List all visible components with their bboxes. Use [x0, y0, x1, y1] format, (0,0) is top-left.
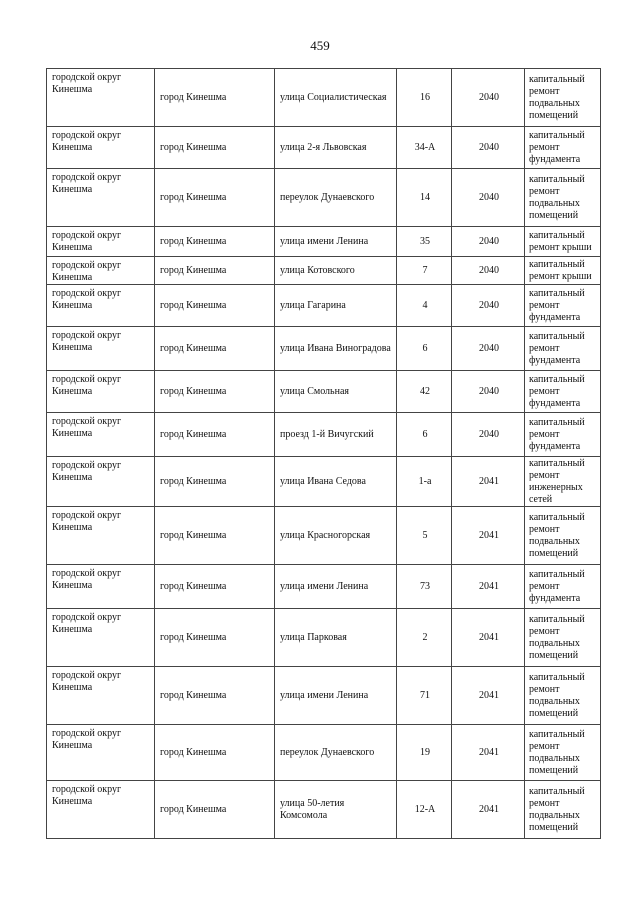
municipal-district-cell: [47, 507, 155, 565]
table-row: [47, 667, 601, 725]
city-cell-text: город Кинешма: [160, 299, 227, 311]
city-cell: [155, 413, 275, 457]
municipal-district-cell-text: городской округ Кинешма: [52, 784, 122, 807]
table-row: [47, 413, 601, 457]
house-number-cell: [397, 285, 452, 327]
city-cell: [155, 781, 275, 839]
house-number-cell: [397, 327, 452, 371]
municipal-district-cell-text: городской округ Кинешма: [52, 728, 122, 751]
municipal-district-cell-text: городской округ Кинешма: [52, 172, 122, 195]
year-cell-text: 2040: [479, 264, 499, 276]
street-cell-text: улица 2-я Львовская: [280, 141, 367, 153]
registry-table: [46, 68, 601, 839]
work-type-cell: [525, 127, 601, 169]
table-row: [47, 327, 601, 371]
municipal-district-cell: [47, 371, 155, 413]
city-cell-text: город Кинешма: [160, 580, 227, 592]
year-cell-text: 2041: [479, 746, 499, 758]
municipal-district-cell: [47, 667, 155, 725]
street-cell-text: улица имени Ленина: [280, 689, 369, 701]
municipal-district-cell-text: городской округ Кинешма: [52, 130, 122, 153]
municipal-district-cell-text: городской округ Кинешма: [52, 260, 122, 283]
year-cell: [452, 413, 525, 457]
year-cell-text: 2040: [479, 191, 499, 203]
year-cell: [452, 285, 525, 327]
house-number-cell: [397, 413, 452, 457]
municipal-district-cell-text: городской округ Кинешма: [52, 72, 122, 95]
municipal-district-cell: [47, 565, 155, 609]
work-type-cell-text: капитальный ремонт фундамента: [529, 373, 585, 409]
municipal-district-cell-text: городской округ Кинешма: [52, 510, 122, 533]
work-type-cell-text: капитальный ремонт подвальных помещений: [529, 511, 585, 559]
municipal-district-cell: [47, 169, 155, 227]
street-cell-text: улица Ивана Виноградова: [280, 342, 391, 354]
year-cell-text: 2040: [479, 141, 499, 153]
work-type-cell-text: капитальный ремонт фундамента: [529, 129, 585, 165]
city-cell: [155, 285, 275, 327]
table-row: [47, 371, 601, 413]
work-type-cell: [525, 725, 601, 781]
work-type-cell: [525, 413, 601, 457]
street-cell: [275, 507, 397, 565]
house-number-cell-text: 34-А: [414, 141, 436, 153]
city-cell: [155, 725, 275, 781]
street-cell-text: улица 50-летия Комсомола: [280, 797, 345, 821]
year-cell-text: 2040: [479, 385, 499, 397]
street-cell: [275, 285, 397, 327]
municipal-district-cell: [47, 69, 155, 127]
street-cell: [275, 227, 397, 257]
work-type-cell: [525, 227, 601, 257]
city-cell-text: город Кинешма: [160, 475, 227, 487]
work-type-cell-text: капитальный ремонт подвальных помещений: [529, 728, 585, 776]
municipal-district-cell: [47, 127, 155, 169]
house-number-cell: [397, 227, 452, 257]
municipal-district-cell-text: городской округ Кинешма: [52, 330, 122, 353]
year-cell: [452, 257, 525, 285]
year-cell-text: 2040: [479, 342, 499, 354]
work-type-cell-text: капитальный ремонт фундамента: [529, 330, 585, 366]
house-number-cell-text: 35: [420, 235, 430, 247]
year-cell: [452, 327, 525, 371]
municipal-district-cell-text: городской округ Кинешма: [52, 416, 122, 439]
work-type-cell: [525, 781, 601, 839]
municipal-district-cell: [47, 285, 155, 327]
city-cell: [155, 69, 275, 127]
year-cell: [452, 565, 525, 609]
house-number-cell-text: 19: [420, 746, 430, 758]
work-type-cell: [525, 565, 601, 609]
street-cell-text: проезд 1-й Вичугский: [280, 428, 374, 440]
year-cell-text: 2041: [479, 529, 499, 541]
year-cell-text: 2040: [479, 235, 499, 247]
table-row: [47, 507, 601, 565]
table-row: [47, 781, 601, 839]
municipal-district-cell: [47, 609, 155, 667]
municipal-district-cell: [47, 781, 155, 839]
street-cell: [275, 169, 397, 227]
house-number-cell-text: 7: [422, 264, 428, 276]
street-cell: [275, 69, 397, 127]
house-number-cell: [397, 781, 452, 839]
work-type-cell: [525, 69, 601, 127]
street-cell: [275, 667, 397, 725]
municipal-district-cell: [47, 257, 155, 285]
municipal-district-cell: [47, 227, 155, 257]
year-cell-text: 2040: [479, 428, 499, 440]
year-cell-text: 2041: [479, 689, 499, 701]
work-type-cell: [525, 327, 601, 371]
city-cell: [155, 327, 275, 371]
table-row: [47, 725, 601, 781]
house-number-cell-text: 73: [420, 580, 430, 592]
table-row: [47, 257, 601, 285]
city-cell: [155, 457, 275, 507]
house-number-cell: [397, 169, 452, 227]
street-cell: [275, 257, 397, 285]
street-cell: [275, 127, 397, 169]
street-cell-text: улица имени Ленина: [280, 580, 369, 592]
city-cell-text: город Кинешма: [160, 235, 227, 247]
city-cell: [155, 507, 275, 565]
house-number-cell: [397, 667, 452, 725]
house-number-cell-text: 4: [422, 299, 428, 311]
work-type-cell: [525, 169, 601, 227]
work-type-cell: [525, 667, 601, 725]
work-type-cell-text: капитальный ремонт фундамента: [529, 416, 585, 452]
street-cell-text: улица Гагарина: [280, 299, 346, 311]
work-type-cell-text: капитальный ремонт фундамента: [529, 568, 585, 604]
city-cell-text: город Кинешма: [160, 689, 227, 701]
work-type-cell-text: капитальный ремонт подвальных помещений: [529, 173, 585, 221]
year-cell: [452, 725, 525, 781]
street-cell-text: улица Социалистическая: [280, 91, 387, 103]
house-number-cell: [397, 565, 452, 609]
street-cell-text: переулок Дунаевского: [280, 746, 375, 758]
table-row: [47, 127, 601, 169]
work-type-cell-text: капитальный ремонт подвальных помещений: [529, 613, 585, 661]
street-cell-text: улица Котовского: [280, 264, 355, 276]
city-cell-text: город Кинешма: [160, 529, 227, 541]
street-cell-text: улица Ивана Седова: [280, 475, 366, 487]
street-cell: [275, 565, 397, 609]
table-row: [47, 285, 601, 327]
year-cell: [452, 371, 525, 413]
street-cell: [275, 457, 397, 507]
municipal-district-cell: [47, 457, 155, 507]
year-cell-text: 2040: [479, 91, 499, 103]
registry-body: [47, 69, 601, 839]
work-type-cell: [525, 371, 601, 413]
table-row: [47, 565, 601, 609]
city-cell-text: город Кинешма: [160, 342, 227, 354]
house-number-cell-text: 6: [422, 342, 428, 354]
table-row: [47, 169, 601, 227]
house-number-cell-text: 5: [422, 529, 428, 541]
house-number-cell-text: 1-а: [418, 475, 432, 487]
house-number-cell-text: 6: [422, 428, 428, 440]
street-cell: [275, 371, 397, 413]
year-cell-text: 2040: [479, 299, 499, 311]
municipal-district-cell-text: городской округ Кинешма: [52, 670, 122, 693]
year-cell-text: 2041: [479, 803, 499, 815]
municipal-district-cell: [47, 413, 155, 457]
work-type-cell-text: капитальный ремонт крыши: [529, 258, 592, 282]
year-cell: [452, 457, 525, 507]
municipal-district-cell-text: городской округ Кинешма: [52, 230, 122, 253]
street-cell-text: переулок Дунаевского: [280, 191, 375, 203]
work-type-cell-text: капитальный ремонт подвальных помещений: [529, 73, 585, 121]
city-cell: [155, 227, 275, 257]
house-number-cell: [397, 127, 452, 169]
city-cell-text: город Кинешма: [160, 191, 227, 203]
house-number-cell: [397, 725, 452, 781]
table-row: [47, 609, 601, 667]
work-type-cell-text: капитальный ремонт инженерных сетей: [529, 457, 585, 505]
house-number-cell: [397, 257, 452, 285]
work-type-cell: [525, 609, 601, 667]
city-cell-text: город Кинешма: [160, 385, 227, 397]
year-cell: [452, 507, 525, 565]
city-cell-text: город Кинешма: [160, 264, 227, 276]
year-cell-text: 2041: [479, 631, 499, 643]
work-type-cell: [525, 285, 601, 327]
year-cell: [452, 127, 525, 169]
year-cell: [452, 781, 525, 839]
year-cell: [452, 69, 525, 127]
table-row: [47, 227, 601, 257]
house-number-cell: [397, 609, 452, 667]
year-cell-text: 2041: [479, 580, 499, 592]
house-number-cell: [397, 371, 452, 413]
municipal-district-cell-text: городской округ Кинешма: [52, 568, 122, 591]
table-row: [47, 69, 601, 127]
year-cell: [452, 667, 525, 725]
city-cell: [155, 609, 275, 667]
year-cell: [452, 169, 525, 227]
page-number: 459: [310, 38, 330, 53]
house-number-cell-text: 12-А: [414, 803, 436, 815]
street-cell: [275, 725, 397, 781]
work-type-cell: [525, 457, 601, 507]
work-type-cell: [525, 507, 601, 565]
house-number-cell-text: 71: [420, 689, 430, 701]
house-number-cell: [397, 69, 452, 127]
municipal-district-cell-text: городской округ Кинешма: [52, 288, 122, 311]
house-number-cell: [397, 507, 452, 565]
street-cell: [275, 413, 397, 457]
city-cell-text: город Кинешма: [160, 631, 227, 643]
city-cell: [155, 257, 275, 285]
street-cell-text: улица Смольная: [280, 385, 349, 397]
city-cell-text: город Кинешма: [160, 428, 227, 440]
street-cell-text: улица имени Ленина: [280, 235, 369, 247]
house-number-cell-text: 42: [420, 385, 430, 397]
street-cell: [275, 609, 397, 667]
municipal-district-cell: [47, 327, 155, 371]
street-cell: [275, 781, 397, 839]
municipal-district-cell-text: городской округ Кинешма: [52, 460, 122, 483]
street-cell-text: улица Парковая: [280, 631, 347, 643]
work-type-cell-text: капитальный ремонт подвальных помещений: [529, 671, 585, 719]
work-type-cell-text: капитальный ремонт крыши: [529, 229, 592, 253]
year-cell-text: 2041: [479, 475, 499, 487]
street-cell: [275, 327, 397, 371]
municipal-district-cell-text: городской округ Кинешма: [52, 374, 122, 397]
work-type-cell-text: капитальный ремонт фундамента: [529, 287, 585, 323]
work-type-cell-text: капитальный ремонт подвальных помещений: [529, 785, 585, 833]
city-cell-text: город Кинешма: [160, 141, 227, 153]
house-number-cell-text: 14: [420, 191, 430, 203]
municipal-district-cell-text: городской округ Кинешма: [52, 612, 122, 635]
city-cell-text: город Кинешма: [160, 91, 227, 103]
house-number-cell-text: 16: [420, 91, 430, 103]
city-cell-text: город Кинешма: [160, 746, 227, 758]
street-cell-text: улица Красногорская: [280, 529, 371, 541]
municipal-district-cell: [47, 725, 155, 781]
year-cell: [452, 227, 525, 257]
year-cell: [452, 609, 525, 667]
table-row: [47, 457, 601, 507]
city-cell-text: город Кинешма: [160, 803, 227, 815]
city-cell: [155, 127, 275, 169]
city-cell: [155, 565, 275, 609]
work-type-cell: [525, 257, 601, 285]
city-cell: [155, 169, 275, 227]
city-cell: [155, 371, 275, 413]
house-number-cell-text: 2: [422, 631, 428, 643]
city-cell: [155, 667, 275, 725]
house-number-cell: [397, 457, 452, 507]
